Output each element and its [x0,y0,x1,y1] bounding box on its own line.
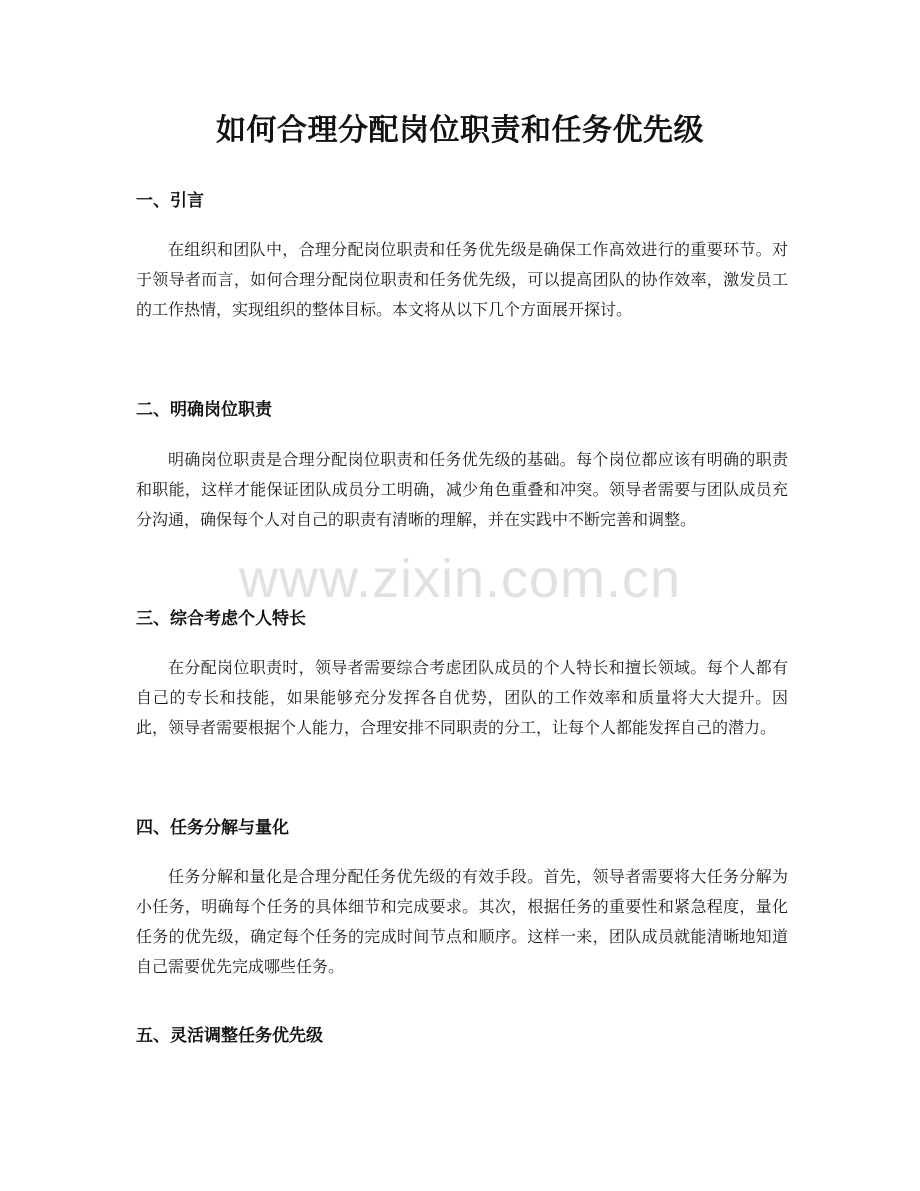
section-paragraph-task-breakdown: 任务分解和量化是合理分配任务优先级的有效手段。首先，领导者需要将大任务分解为小任务，明确每个任务的具体细节和完成要求。其次，根据任务的重要性和紧急程度，量化任务的优先级，确定每个任务的完成时间节点和顺序。这样一来，团队成员就能清晰地知道自己需要优先完成哪些任务。 [136,867,788,976]
watermark: www.zixin.com.cn [238,549,682,609]
section-heading-define-duties: 二、明确岗位职责 [136,400,272,420]
section-paragraph-personal-strengths: 在分配岗位职责时，领导者需要综合考虑团队成员的个人特长和擅长领域。每个人都有自己的专长和技能，如果能够充分发挥各自优势，团队的工作效率和质量将大大提升。因此，领导者需要根据个人能力，合理安排不同职责的分工，让每个人都能发挥自己的潜力。 [136,658,788,737]
section-heading-adjust-priority: 五、灵活调整任务优先级 [136,1026,323,1046]
section-heading-intro: 一、引言 [136,191,204,211]
section-heading-personal-strengths: 三、综合考虑个人特长 [136,609,306,629]
section-paragraph-intro: 在组织和团队中，合理分配岗位职责和任务优先级是确保工作高效进行的重要环节。对于领导者而言，如何合理分配岗位职责和任务优先级，可以提高团队的协作效率，激发员工的工作热情，实现组织的整体目标。本文将从以下几个方面展开探讨。 [136,240,788,319]
section-heading-task-breakdown: 四、任务分解与量化 [136,818,289,838]
page-title: 如何合理分配岗位职责和任务优先级 [216,113,704,148]
section-paragraph-define-duties: 明确岗位职责是合理分配岗位职责和任务优先级的基础。每个岗位都应该有明确的职责和职能，这样才能保证团队成员分工明确，减少角色重叠和冲突。领导者需要与团队成员充分沟通，确保每个人对自己的职责有清晰的理解，并在实践中不断完善和调整。 [136,450,788,529]
